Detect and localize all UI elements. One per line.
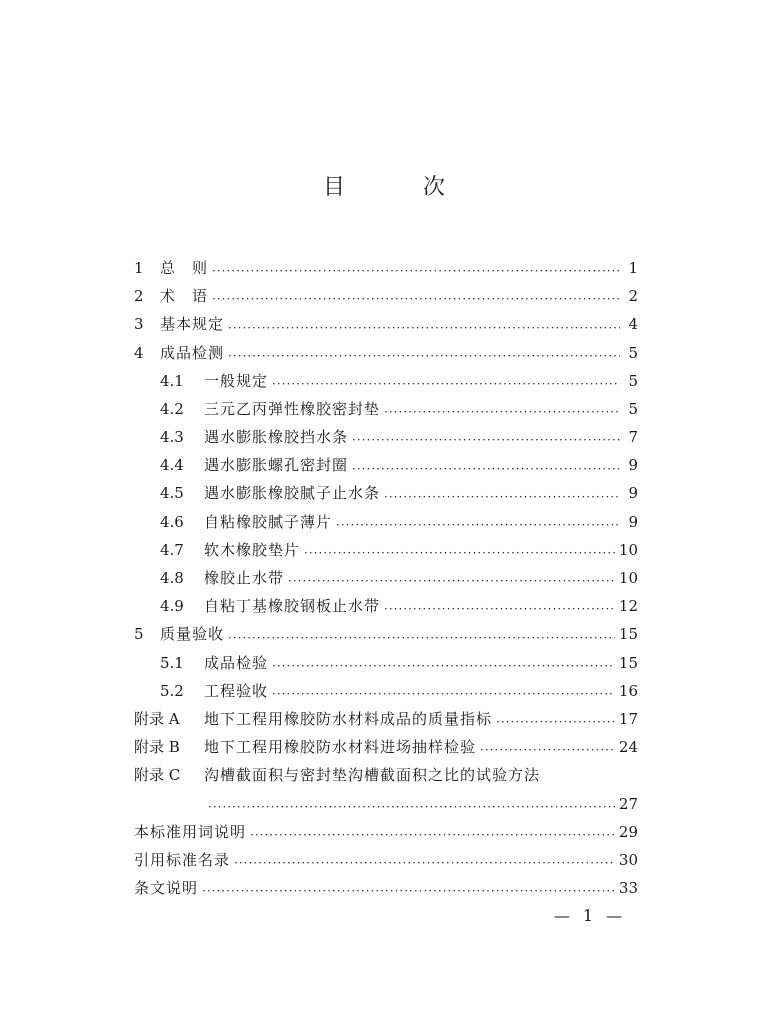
toc-entry[interactable] — [134, 310, 638, 338]
toc-entry-page: 30 — [618, 850, 638, 869]
table-of-contents — [134, 254, 638, 902]
toc-entry-page: 10 — [618, 540, 638, 559]
page-number-footer: — 1 — — [553, 906, 627, 925]
toc-entry[interactable] — [134, 761, 638, 789]
toc-entry-label: 成品检测 — [160, 343, 225, 362]
toc-entry-number: 4 — [134, 343, 144, 362]
toc-entry-page: 9 — [628, 456, 638, 475]
toc-entry-label: 条文说明 — [134, 879, 199, 898]
toc-entry-page: 4 — [628, 315, 638, 334]
toc-entry[interactable] — [134, 339, 638, 367]
toc-leader-dots — [480, 733, 615, 761]
toc-entry[interactable] — [134, 564, 638, 592]
toc-entry-label: 软木橡胶垫片 — [204, 540, 301, 559]
toc-leader-dots — [384, 592, 615, 620]
toc-entry-label: 三元乙丙弹性橡胶密封垫 — [204, 399, 381, 418]
toc-entry-number: 4.1 — [160, 371, 184, 390]
toc-leader-dots — [228, 339, 620, 367]
toc-entry-page: 1 — [628, 258, 638, 277]
toc-entry-number: 4.4 — [160, 456, 184, 475]
toc-entry-label: 自粘橡胶腻子薄片 — [204, 512, 333, 531]
toc-entry-page: 7 — [628, 428, 638, 447]
toc-entry-page: 5 — [628, 399, 638, 418]
toc-entry-number: 5 — [134, 625, 144, 644]
toc-entry-number: 附录 C — [134, 766, 181, 785]
toc-leader-dots — [212, 254, 620, 282]
toc-entry-number: 4.5 — [160, 484, 184, 503]
toc-entry-page: 2 — [628, 287, 638, 306]
toc-leader-dots — [288, 564, 615, 592]
toc-entry-number: 4.2 — [160, 399, 184, 418]
toc-entry-label: 总 则 — [160, 258, 209, 277]
toc-entry-label: 地下工程用橡胶防水材料进场抽样检验 — [204, 738, 477, 757]
toc-entry[interactable] — [134, 705, 638, 733]
toc-entry-label: 质量验收 — [160, 625, 225, 644]
toc-entry-page: 33 — [618, 879, 638, 898]
toc-entry[interactable] — [134, 423, 638, 451]
toc-entry[interactable] — [134, 649, 638, 677]
toc-entry-label: 成品检验 — [204, 653, 269, 672]
toc-entry-label: 遇水膨胀螺孔密封圈 — [204, 456, 349, 475]
toc-leader-dots — [250, 818, 615, 846]
toc-entry-number: 4.6 — [160, 512, 184, 531]
toc-entry[interactable] — [134, 536, 638, 564]
toc-entry-page: 5 — [628, 343, 638, 362]
toc-entry-label: 遇水膨胀橡胶腻子止水条 — [204, 484, 381, 503]
toc-entry-page: 15 — [618, 625, 638, 644]
toc-entry-number: 4.8 — [160, 569, 184, 588]
toc-entry[interactable] — [134, 254, 638, 282]
toc-entry[interactable] — [134, 846, 638, 874]
toc-leader-dots — [352, 451, 620, 479]
toc-entry-number: 4.9 — [160, 597, 184, 616]
toc-entry-number: 3 — [134, 315, 144, 334]
toc-entry-label: 本标准用词说明 — [134, 822, 247, 841]
toc-entry-number: 4.3 — [160, 428, 184, 447]
toc-entry-page: 24 — [618, 738, 638, 757]
toc-entry[interactable] — [134, 677, 638, 705]
toc-entry[interactable] — [134, 282, 638, 310]
toc-leader-dots — [304, 536, 615, 564]
toc-entry-label: 沟槽截面积与密封垫沟槽截面积之比的试验方法 — [204, 766, 541, 785]
toc-entry-page: 17 — [618, 709, 638, 728]
toc-leader-dots — [384, 395, 620, 423]
page-title: 目 次 — [322, 175, 473, 200]
toc-entry-page: 12 — [618, 597, 638, 616]
toc-entry-number: 5.1 — [160, 653, 184, 672]
toc-leader-dots — [212, 282, 620, 310]
toc-leader-dots — [228, 620, 615, 648]
toc-entry-label: 遇水膨胀橡胶挡水条 — [204, 428, 349, 447]
toc-entry-label: 自粘丁基橡胶钢板止水带 — [204, 597, 381, 616]
toc-leader-dots — [228, 310, 620, 338]
toc-entry[interactable] — [134, 367, 638, 395]
toc-entry-number: 附录 A — [134, 709, 180, 728]
toc-entry-label: 橡胶止水带 — [204, 569, 285, 588]
toc-entry[interactable] — [134, 818, 638, 846]
toc-entry[interactable] — [134, 395, 638, 423]
toc-entry-label: 地下工程用橡胶防水材料成品的质量指标 — [204, 709, 493, 728]
toc-entry-page: 16 — [618, 681, 638, 700]
toc-entry[interactable] — [134, 620, 638, 648]
toc-entry[interactable] — [134, 508, 638, 536]
toc-leader-dots — [208, 790, 615, 818]
toc-entry-page: 27 — [618, 794, 638, 813]
toc-entry-label: 术 语 — [160, 287, 209, 306]
toc-entry-number: 2 — [134, 287, 144, 306]
toc-entry-page: 9 — [628, 512, 638, 531]
toc-entry-page: 10 — [618, 569, 638, 588]
toc-leader-dots — [496, 705, 615, 733]
toc-entry-number: 附录 B — [134, 738, 180, 757]
toc-entry-label: 工程验收 — [204, 681, 269, 700]
toc-entry[interactable] — [134, 451, 638, 479]
toc-entry[interactable] — [134, 790, 638, 818]
toc-leader-dots — [272, 677, 615, 705]
toc-entry-number: 4.7 — [160, 540, 184, 559]
toc-leader-dots — [272, 367, 620, 395]
toc-leader-dots — [234, 846, 615, 874]
toc-leader-dots — [272, 649, 615, 677]
toc-entry-label: 基本规定 — [160, 315, 225, 334]
toc-entry[interactable] — [134, 874, 638, 902]
toc-entry-label: 一般规定 — [204, 371, 269, 390]
toc-entry-page: 15 — [618, 653, 638, 672]
toc-entry-number: 1 — [134, 258, 144, 277]
toc-leader-dots — [384, 480, 620, 508]
toc-entry-number: 5.2 — [160, 681, 184, 700]
toc-entry[interactable] — [134, 733, 638, 761]
toc-leader-dots — [336, 508, 620, 536]
toc-entry-page: 9 — [628, 484, 638, 503]
toc-leader-dots — [202, 874, 615, 902]
toc-entry-label: 引用标准名录 — [134, 850, 231, 869]
toc-entry[interactable] — [134, 480, 638, 508]
toc-entry-page: 5 — [628, 371, 638, 390]
toc-entry[interactable] — [134, 592, 638, 620]
toc-leader-dots — [352, 423, 620, 451]
toc-entry-page: 29 — [618, 822, 638, 841]
